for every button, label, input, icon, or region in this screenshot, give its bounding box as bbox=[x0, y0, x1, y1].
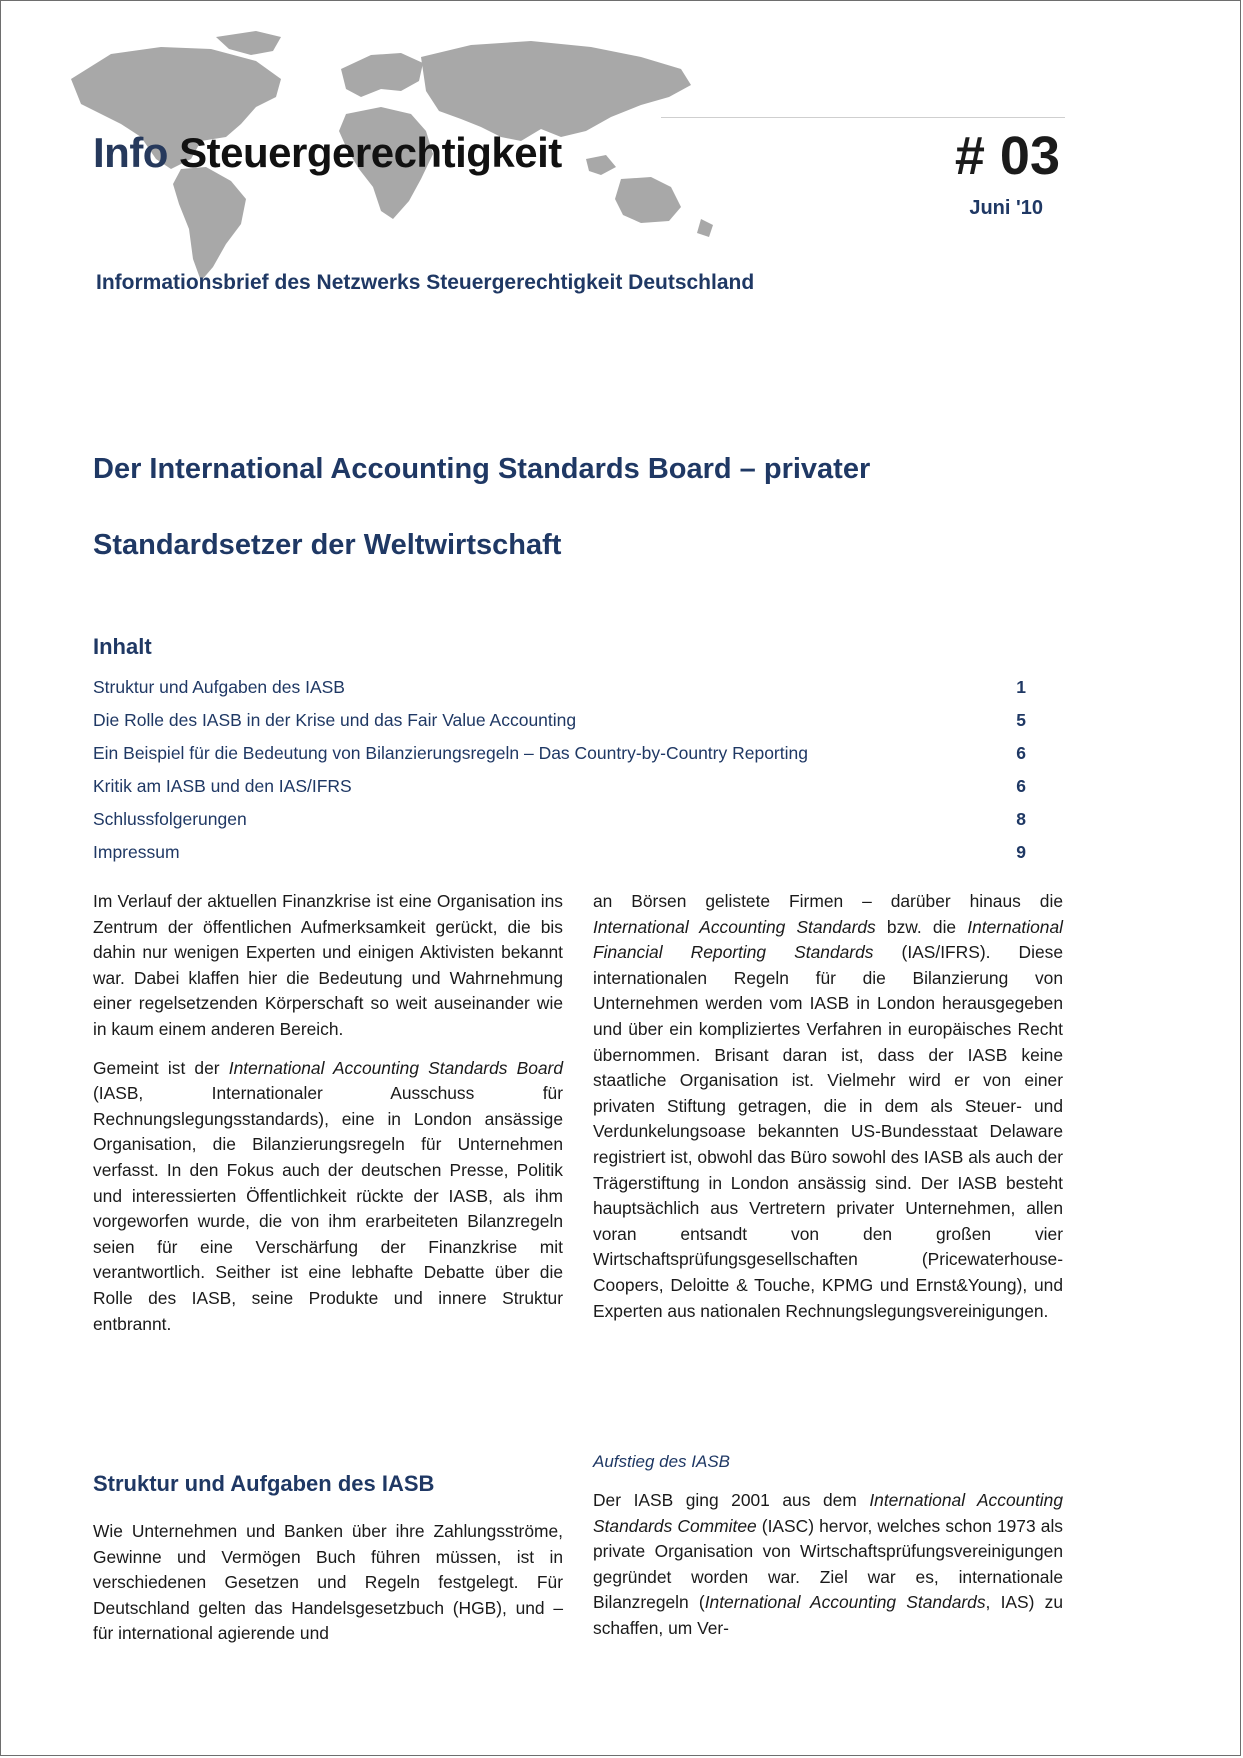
toc-entry-page: 6 bbox=[1016, 776, 1026, 796]
section-heading: Struktur und Aufgaben des IASB bbox=[93, 1471, 435, 1496]
toc-entry-page: 8 bbox=[1016, 809, 1026, 829]
body-column-left-section bbox=[93, 1519, 563, 1660]
text-run: (IAS/IFRS). Diese internationalen Regeln für die Bilanzierung von Unternehmen werden vom IASB in London herausgegeben und über ein kompliziertes Verfahren in europäisches Recht übernommen. Brisant daran ist, dass der IASB keine staatliche Organisation ist. Vielmehr wird er von einer privaten Stiftung getragen, die in dem als Steuer- und Verdunkelungsoase bekannten US-Bundesstaat Delaware registriert ist, obwohl das Büro sowohl des IASB als auch der Trägerstiftung in London ansässig sind. Der IASB besteht hauptsächlich aus Vertretern privater Unternehmen, allen voran entsandt von den großen vier Wirtschaftsprüfungsgesellschaften (Pricewaterhouse-Coopers, Deloitte & Touche, KPMG und Ernst&Young), und Experten aus nationalen Rechnungslegungsvereinigungen. bbox=[593, 942, 1063, 1321]
paragraph-structure: Wie Unternehmen und Banken über ihre Zahlungsströme, Gewinne und Vermögen Buch führen müssen, ist in verschiedenen Gesetzen und Regeln festgelegt. Für Deutschland gelten das Handelsgesetzbuch (HGB), und – für international agierende und bbox=[93, 1521, 563, 1644]
text-run: bzw. die bbox=[875, 916, 968, 937]
toc-heading: Inhalt bbox=[93, 634, 152, 659]
text-run: Der IASB ging 2001 aus dem bbox=[593, 1490, 870, 1510]
toc-entry[interactable] bbox=[93, 677, 1028, 710]
body-column-left bbox=[93, 889, 563, 1350]
toc-entry-page: 9 bbox=[1016, 842, 1026, 862]
emphasis-text: International Accounting Standards Commitee bbox=[593, 1490, 1064, 1536]
paragraph-history bbox=[593, 1488, 1063, 1642]
article-title-line-1: Der International Accounting Standards Board – privater bbox=[93, 453, 871, 485]
paragraph-iasb-definition bbox=[93, 1056, 563, 1338]
subsection-heading: Aufstieg des IASB bbox=[593, 1452, 731, 1471]
text-run: (IASC) hervor, welches schon 1973 als private Organisation von Wirtschaftsprüfungsvereinigungen gegründet worden war. Ziel war es, internationale Bilanzregeln ( bbox=[593, 1515, 1064, 1613]
toc-entry-page: 6 bbox=[1016, 743, 1026, 763]
title-part-2: Steuergerechtigkeit bbox=[179, 129, 562, 176]
article-title bbox=[93, 453, 1093, 605]
toc-entry-label: Ein Beispiel für die Bedeutung von Bilanzierungsregeln – Das Country-by-Country Reporting bbox=[93, 743, 808, 763]
body-column-right bbox=[593, 889, 1063, 1337]
toc-entry-label: Schlussfolgerungen bbox=[93, 809, 247, 829]
text-run: (IASB, Internationaler Ausschuss für Rechnungslegungsstandards), eine in London ansässige Organisation, die Bilanzierungsregeln für Unternehmen verfasst. In den Fokus auch der deutschen Presse, Politik und interessierten Öffentlichkeit rückte der IASB, als ihm vorgeworfen wurde, die von ihm erarbeiteten Bilanzregeln seien für eine Verschärfung der Finanzkrise mit verantwortlich. Seither ist eine lebhafte Debatte über die Rolle des IASB, seine Produkte und innere Struktur entbrannt. bbox=[93, 1083, 563, 1334]
emphasis-text: International Financial Reporting Standards bbox=[593, 916, 1063, 963]
text-run: an Börsen gelistete Firmen – darüber hinaus die bbox=[593, 891, 1063, 911]
title-part-1: Info bbox=[93, 129, 180, 176]
text-run: Gemeint ist der bbox=[93, 1057, 229, 1078]
toc-entry[interactable] bbox=[93, 842, 1028, 875]
issue-date: Juni '10 bbox=[969, 197, 1043, 219]
paragraph-intro: Im Verlauf der aktuellen Finanzkrise ist eine Organisation ins Zentrum der öffentlichen Aufmerksamkeit gerückt, die bis dahin nur wenigen Experten und einigen Aktivisten bekannt war. Dabei klaffen hier die Bedeutung und Wahrnehmung einer regelsetzenden Körperschaft so weit auseinander wie in kaum einem anderen Bereich. bbox=[93, 891, 563, 1039]
newsletter-title bbox=[93, 129, 562, 177]
article-title-line-2: Standardsetzer der Weltwirtschaft bbox=[93, 529, 562, 561]
emphasis-text: International Accounting Standards bbox=[704, 1592, 986, 1613]
emphasis-text: International Accounting Standards bbox=[593, 916, 876, 937]
toc-entry[interactable] bbox=[93, 776, 1028, 809]
toc-entry[interactable] bbox=[93, 809, 1028, 842]
issue-number: # 03 bbox=[954, 126, 1060, 186]
body-column-right-section bbox=[593, 1488, 1063, 1655]
toc-entry-page: 1 bbox=[1016, 677, 1026, 697]
newsletter-subtitle: Informationsbrief des Netzwerks Steuergerechtigkeit Deutschland bbox=[96, 271, 755, 294]
toc-entry-page: 5 bbox=[1016, 710, 1026, 730]
text-run: , IAS) zu schaffen, um Ver- bbox=[593, 1592, 1063, 1638]
toc-entry-label: Struktur und Aufgaben des IASB bbox=[93, 677, 345, 697]
toc-entry[interactable] bbox=[93, 743, 1028, 776]
header-rule bbox=[661, 117, 1065, 118]
toc-entry-label: Kritik am IASB und den IAS/IFRS bbox=[93, 776, 352, 796]
table-of-contents bbox=[93, 677, 1028, 875]
toc-entry-label: Die Rolle des IASB in der Krise und das Fair Value Accounting bbox=[93, 710, 577, 730]
toc-entry[interactable] bbox=[93, 710, 1028, 743]
paragraph-standards bbox=[593, 889, 1063, 1324]
emphasis-text: International Accounting Standards Board bbox=[228, 1057, 564, 1078]
toc-entry-label: Impressum bbox=[93, 842, 180, 862]
